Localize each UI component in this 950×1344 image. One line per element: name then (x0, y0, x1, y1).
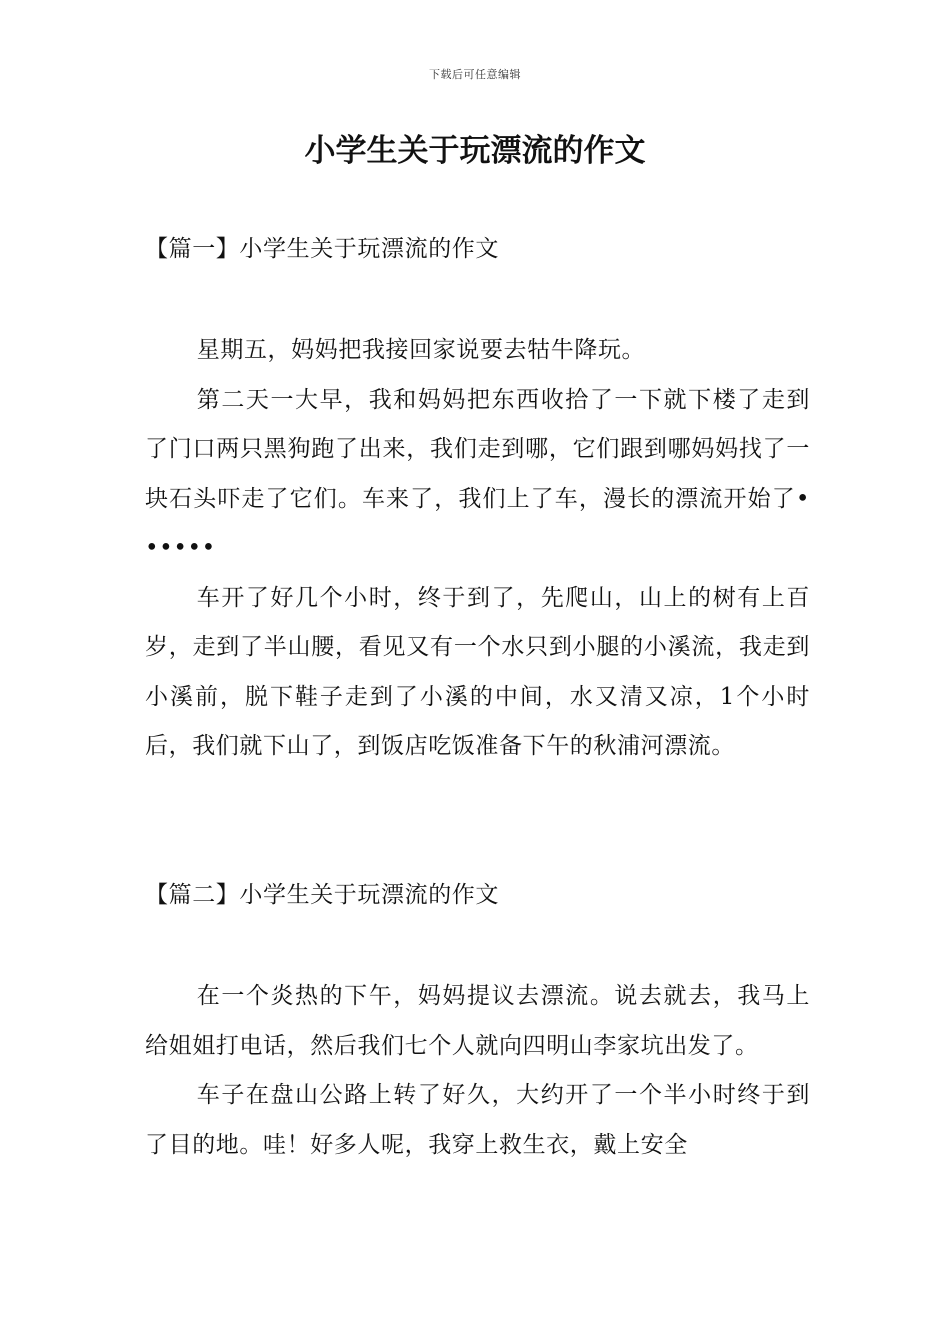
paragraph: 星期五，妈妈把我接回家说要去牯牛降玩。 (196, 337, 646, 363)
section-heading-1: 【篇一】小学生关于玩漂流的作文 (145, 236, 499, 262)
paragraph: 在一个炎热的下午，妈妈提议去漂流。说去就去，我马上给姐姐打电话，然后我们七个人就向四明山李家坑出发了。 (145, 983, 810, 1059)
paragraph: 第二天一大早，我和妈妈把东西收拾了一下就下楼了走到了门口两只黑狗跑了出来，我们走到哪，它们跟到哪妈妈找了一块石头吓走了它们。车来了，我们上了车，漫长的漂流开始了•••••• (145, 386, 810, 561)
section-body-2 (145, 972, 810, 1170)
section-body-1 (145, 326, 810, 772)
section-heading-2: 【篇二】小学生关于玩漂流的作文 (145, 882, 499, 908)
header-note: 下载后可任意编辑 (429, 68, 521, 81)
paragraph: 车子在盘山公路上转了好久，大约开了一个半小时终于到了目的地。哇！好多人呢，我穿上救生衣，戴上安全 (145, 1082, 810, 1158)
document-title: 小学生关于玩漂流的作文 (304, 133, 646, 169)
paragraph: 车开了好几个小时，终于到了，先爬山，山上的树有上百岁，走到了半山腰，看见又有一个水只到小腿的小溪流，我走到小溪前，脱下鞋子走到了小溪的中间，水又清又凉，1个小时后，我们就下山了，到饭店吃饭准备下午的秋浦河漂流。 (145, 584, 810, 759)
